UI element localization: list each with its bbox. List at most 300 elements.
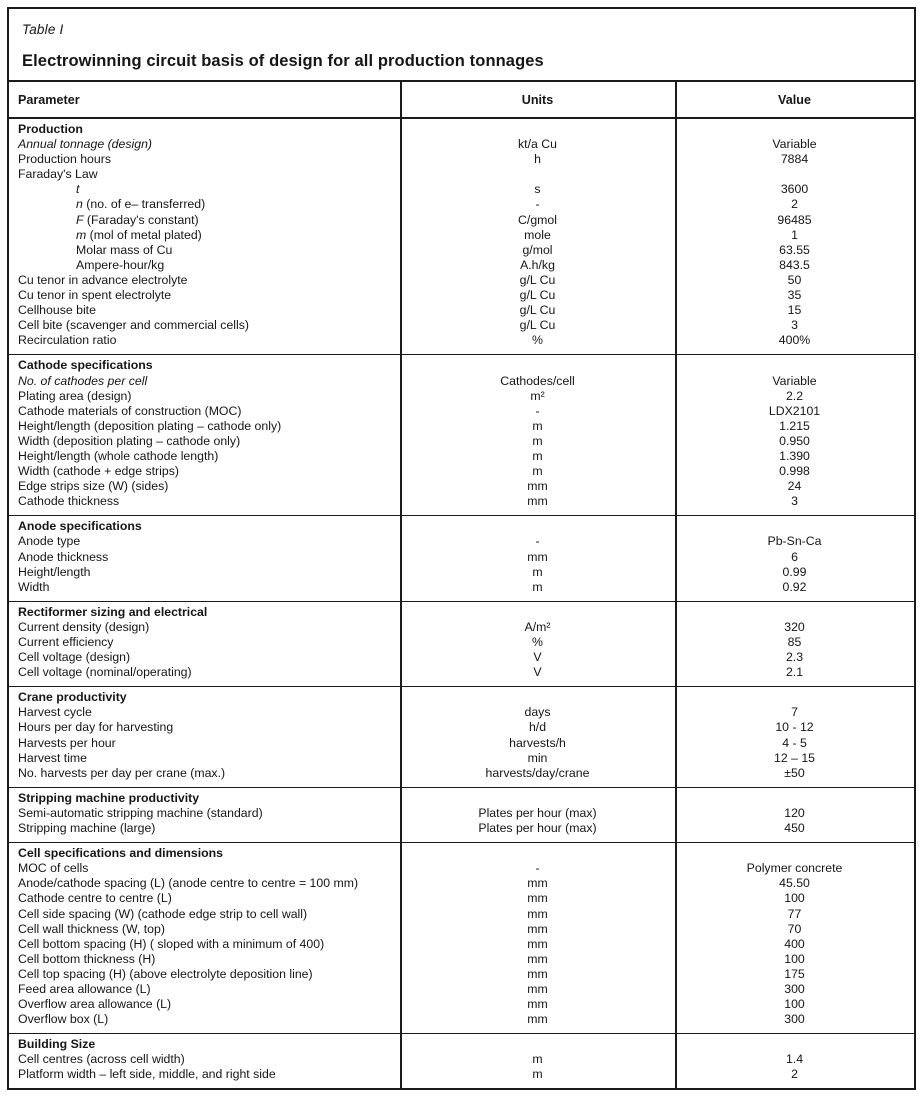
table-row — [9, 952, 914, 967]
param-text: Semi-automatic stripping machine (standard) — [18, 805, 263, 820]
table-row — [9, 550, 914, 565]
value-cell: 120 — [784, 805, 805, 820]
param-text: Edge strips size (W) (sides) — [18, 479, 169, 494]
units-cell: V — [533, 650, 542, 665]
section-header-value-cell — [675, 846, 914, 861]
units-cell: - — [535, 403, 540, 418]
param-cell — [9, 273, 400, 288]
param-cell — [9, 243, 400, 258]
value-cell: 7884 — [780, 152, 809, 167]
value-cell: 100 — [784, 997, 805, 1012]
value-cell: 3600 — [780, 182, 809, 197]
section-header-row — [9, 122, 914, 137]
table-row — [9, 243, 914, 258]
section-header-row — [9, 1037, 914, 1052]
value-cell: 6 — [791, 549, 798, 564]
table-row — [9, 705, 914, 720]
param-cell — [9, 494, 400, 509]
param-text: Plating area (design) — [18, 388, 132, 403]
units-cell: m² — [530, 388, 545, 403]
units-cell: A.h/kg — [520, 257, 555, 272]
table-row — [9, 922, 914, 937]
table-section — [9, 602, 914, 687]
param-cell — [9, 736, 400, 751]
param-cell — [9, 635, 400, 650]
param-cell — [9, 907, 400, 922]
units-cell: % — [532, 333, 543, 348]
section-header-row — [9, 791, 914, 806]
section-header-cell — [9, 690, 400, 705]
section-header: Crane productivity — [18, 690, 127, 705]
units-cell: mm — [527, 921, 548, 936]
value-cell: Variable — [772, 373, 817, 388]
units-cell: m — [532, 564, 543, 579]
param-variable: F — [76, 212, 84, 227]
value-cell: 77 — [787, 906, 802, 921]
value-cell: 0.99 — [782, 564, 807, 579]
value-cell: 2 — [791, 197, 798, 212]
units-cell: m — [532, 464, 543, 479]
value-cell: 12 – 15 — [773, 750, 816, 765]
param-cell — [9, 479, 400, 494]
table-frame — [7, 7, 916, 1090]
value-cell: 3 — [791, 318, 798, 333]
param-cell — [9, 228, 400, 243]
section-header-units-cell — [400, 1037, 675, 1052]
units-cell: A/m² — [524, 619, 551, 634]
param-cell — [9, 213, 400, 228]
column-divider-2 — [675, 82, 677, 1088]
units-cell: mm — [527, 549, 548, 564]
section-header-row — [9, 519, 914, 534]
section-header-units-cell — [400, 690, 675, 705]
value-cell: 2.2 — [785, 388, 804, 403]
param-cell — [9, 182, 400, 197]
param-cell — [9, 891, 400, 906]
param-text: No. of cathodes per cell — [18, 373, 148, 388]
value-cell: 96485 — [777, 212, 812, 227]
section-header: Anode specifications — [18, 519, 142, 534]
units-cell: mm — [527, 876, 548, 891]
section-header-units-cell — [400, 358, 675, 373]
param-cell — [9, 550, 400, 565]
table-row — [9, 152, 914, 167]
section-header: Cell specifications and dimensions — [18, 846, 224, 861]
param-cell — [9, 464, 400, 479]
value-cell: 4 - 5 — [782, 735, 807, 750]
param-text: Current efficiency — [18, 635, 114, 649]
param-text: (mol of metal plated) — [86, 227, 202, 242]
section-header-units-cell — [400, 791, 675, 806]
table-row — [9, 303, 914, 318]
value-cell: LDX2101 — [768, 403, 821, 418]
param-text: Cell bite (scavenger and commercial cells) — [18, 318, 249, 333]
param-text: Harvests per hour — [18, 735, 116, 750]
param-text: Stripping machine (large) — [18, 821, 156, 836]
table-row — [9, 273, 914, 288]
section-header-value-cell — [675, 358, 914, 373]
units-cell: - — [535, 197, 540, 212]
units-cell: g/mol — [522, 242, 553, 257]
section-header-value-cell — [675, 791, 914, 806]
param-text: Height/length (deposition plating – cathode only) — [18, 418, 282, 433]
param-text: Cathode thickness — [18, 494, 120, 509]
param-text: Cu tenor in spent electrolyte — [18, 288, 172, 303]
table-row — [9, 720, 914, 735]
section-header: Building Size — [18, 1037, 96, 1052]
param-text: Width (cathode + edge strips) — [18, 464, 179, 479]
param-text: Platform width – left side, middle, and right side — [18, 1067, 276, 1082]
table-row — [9, 1067, 914, 1082]
param-text: Cell centres (across cell width) — [18, 1052, 185, 1067]
table-row — [9, 213, 914, 228]
table-caption — [9, 9, 914, 82]
value-cell: 24 — [787, 479, 802, 494]
table-row — [9, 937, 914, 952]
value-cell: 0.950 — [779, 433, 810, 448]
value-cell: 400% — [778, 333, 811, 348]
param-cell — [9, 1012, 400, 1027]
value-cell: 15 — [787, 303, 802, 318]
param-text: Cu tenor in advance electrolyte — [18, 272, 188, 287]
param-cell — [9, 1067, 400, 1082]
units-cell: mm — [527, 981, 548, 996]
units-cell: mm — [527, 966, 548, 981]
units-cell: s — [534, 182, 541, 197]
param-cell — [9, 434, 400, 449]
value-cell: 1.4 — [785, 1052, 804, 1067]
units-cell: g/L Cu — [519, 288, 556, 303]
column-divider-1 — [400, 82, 402, 1088]
table-row — [9, 861, 914, 876]
section-header-row — [9, 358, 914, 373]
units-cell: mm — [527, 494, 548, 509]
param-cell — [9, 982, 400, 997]
value-cell: 300 — [784, 1012, 805, 1027]
section-header-cell — [9, 846, 400, 861]
param-cell — [9, 333, 400, 348]
value-cell: Polymer concrete — [746, 861, 843, 876]
column-header-units: Units — [521, 92, 554, 107]
param-cell — [9, 922, 400, 937]
param-text: Harvest cycle — [18, 705, 92, 720]
units-cell: - — [535, 534, 540, 549]
param-cell — [9, 806, 400, 821]
section-header-value-cell — [675, 690, 914, 705]
section-header-row — [9, 690, 914, 705]
units-cell: Plates per hour (max) — [478, 805, 597, 820]
table-row — [9, 620, 914, 635]
value-cell: 2.1 — [785, 665, 804, 680]
table-row — [9, 907, 914, 922]
param-text: Feed area allowance (L) — [18, 981, 151, 996]
param-cell — [9, 720, 400, 735]
column-header-row — [9, 82, 914, 119]
param-text: Anode type — [18, 534, 81, 549]
param-text: Overflow box (L) — [18, 1012, 109, 1027]
table-row — [9, 228, 914, 243]
table-row — [9, 806, 914, 821]
section-header-row — [9, 605, 914, 620]
param-cell — [9, 861, 400, 876]
table-title: Electrowinning circuit basis of design for all production tonnages — [22, 52, 544, 70]
value-cell: ±50 — [784, 765, 805, 780]
table-row — [9, 982, 914, 997]
table-row — [9, 766, 914, 781]
section-header-cell — [9, 519, 400, 534]
units-cell: m — [532, 448, 543, 463]
units-cell: mm — [527, 479, 548, 494]
section-header-units-cell — [400, 846, 675, 861]
value-cell: 85 — [787, 635, 802, 649]
param-cell — [9, 565, 400, 580]
table-row — [9, 288, 914, 303]
param-cell — [9, 137, 400, 152]
table-row — [9, 464, 914, 479]
value-cell: 10 - 12 — [775, 720, 814, 735]
param-text: Height/length (whole cathode length) — [18, 448, 219, 463]
value-cell: 2 — [791, 1067, 798, 1082]
table-section — [9, 687, 914, 788]
table-section — [9, 1034, 914, 1088]
value-cell: 100 — [784, 951, 805, 966]
param-cell — [9, 1052, 400, 1067]
table-row — [9, 182, 914, 197]
units-cell: kt/a Cu — [518, 137, 557, 152]
section-header-value-cell — [675, 605, 914, 620]
units-cell: m — [532, 433, 543, 448]
units-cell: m — [532, 418, 543, 433]
table-section — [9, 355, 914, 516]
param-cell — [9, 288, 400, 303]
section-header-value-cell — [675, 122, 914, 137]
value-cell: Variable — [772, 137, 817, 152]
param-text: Width (deposition plating – cathode only) — [18, 433, 241, 448]
value-cell: 50 — [787, 272, 802, 287]
units-cell: mm — [527, 906, 548, 921]
units-cell: % — [532, 635, 543, 649]
value-cell: 0.998 — [779, 464, 810, 479]
value-cell: 175 — [784, 966, 805, 981]
table-row — [9, 494, 914, 509]
param-text: Production hours — [18, 152, 111, 167]
units-cell: h — [534, 152, 541, 167]
units-cell: min — [527, 750, 548, 765]
param-cell — [9, 167, 400, 182]
value-cell: 63.55 — [779, 242, 810, 257]
param-variable: m — [76, 227, 87, 242]
param-cell — [9, 876, 400, 891]
table-row — [9, 997, 914, 1012]
section-header-cell — [9, 358, 400, 373]
table-row — [9, 434, 914, 449]
value-cell: 45.50 — [779, 876, 810, 891]
section-header-row — [9, 846, 914, 861]
param-cell — [9, 197, 400, 212]
param-text: Recirculation ratio — [18, 333, 117, 348]
value-cell: 1.390 — [779, 448, 810, 463]
param-cell — [9, 534, 400, 549]
units-cell: C/gmol — [518, 212, 557, 227]
param-cell — [9, 389, 400, 404]
param-cell — [9, 937, 400, 952]
param-cell — [9, 705, 400, 720]
section-header-value-cell — [675, 1037, 914, 1052]
param-text: MOC of cells — [18, 861, 89, 876]
units-cell: g/L Cu — [519, 303, 556, 318]
param-cell — [9, 303, 400, 318]
section-header: Stripping machine productivity — [18, 790, 200, 805]
table-row — [9, 137, 914, 152]
param-cell — [9, 258, 400, 273]
units-cell: V — [533, 665, 542, 680]
units-cell: m — [532, 1052, 543, 1067]
section-header-units-cell — [400, 605, 675, 620]
param-cell — [9, 580, 400, 595]
value-cell: 450 — [784, 821, 805, 836]
param-text: Current density (design) — [18, 619, 150, 634]
units-cell: mm — [527, 891, 548, 906]
param-cell — [9, 449, 400, 464]
units-cell: Plates per hour (max) — [478, 821, 597, 836]
table-section — [9, 516, 914, 601]
param-text: Hours per day for harvesting — [18, 720, 174, 735]
param-cell — [9, 650, 400, 665]
param-text: Annual tonnage (design) — [18, 137, 152, 152]
param-text: Anode thickness — [18, 549, 109, 564]
param-text: Overflow area allowance (L) — [18, 997, 172, 1012]
value-cell: 320 — [784, 619, 805, 634]
param-cell — [9, 952, 400, 967]
column-header-value: Value — [778, 92, 811, 107]
param-cell — [9, 318, 400, 333]
param-text: Ampere-hour/kg — [76, 257, 165, 272]
param-text: Cell top spacing (H) (above electrolyte deposition line) — [18, 966, 313, 981]
param-text: Cathode centre to centre (L) — [18, 891, 172, 906]
param-text: (Faraday's constant) — [83, 212, 199, 227]
table-row — [9, 1052, 914, 1067]
section-header-cell — [9, 791, 400, 806]
value-cell — [675, 167, 914, 182]
param-text: Cell bottom thickness (H) — [18, 951, 156, 966]
value-cell: 100 — [784, 891, 805, 906]
value-cell: 843.5 — [779, 257, 810, 272]
table-row — [9, 258, 914, 273]
table-row — [9, 665, 914, 680]
param-text: Cell side spacing (W) (cathode edge strip to cell wall) — [18, 906, 308, 921]
table-row — [9, 479, 914, 494]
param-cell — [9, 152, 400, 167]
table-row — [9, 967, 914, 982]
table-row — [9, 404, 914, 419]
param-text: Cellhouse bite — [18, 303, 96, 318]
value-cell: 3 — [791, 494, 798, 509]
table-row — [9, 374, 914, 389]
section-header: Rectiformer sizing and electrical — [18, 604, 208, 619]
units-cell: mm — [527, 936, 548, 951]
param-text: Cathode materials of construction (MOC) — [18, 403, 242, 418]
units-cell: days — [524, 705, 551, 720]
table-row — [9, 736, 914, 751]
param-text: Harvest time — [18, 750, 88, 765]
param-variable: t — [76, 182, 80, 197]
value-cell: 2.3 — [785, 650, 804, 665]
value-cell: 70 — [787, 921, 802, 936]
units-cell: mm — [527, 1012, 548, 1027]
table-row — [9, 419, 914, 434]
units-cell: h/d — [528, 720, 547, 735]
table-row — [9, 197, 914, 212]
param-text: Faraday's Law — [18, 167, 98, 182]
param-cell — [9, 665, 400, 680]
units-cell — [400, 167, 675, 182]
param-text: Cell voltage (design) — [18, 650, 131, 665]
table-section — [9, 788, 914, 843]
table-row — [9, 534, 914, 549]
table-section — [9, 119, 914, 355]
table-row — [9, 318, 914, 333]
section-header-cell — [9, 605, 400, 620]
units-cell: g/L Cu — [519, 272, 556, 287]
units-cell: harvests/h — [509, 735, 566, 750]
param-cell — [9, 404, 400, 419]
units-cell: Cathodes/cell — [500, 373, 575, 388]
param-text: Height/length — [18, 564, 91, 579]
table-row — [9, 1012, 914, 1027]
section-header: Cathode specifications — [18, 358, 153, 373]
value-cell: 400 — [784, 936, 805, 951]
param-cell — [9, 620, 400, 635]
table-row — [9, 751, 914, 766]
value-cell: 1 — [791, 227, 798, 242]
param-cell — [9, 766, 400, 781]
table-row — [9, 333, 914, 348]
table-row — [9, 876, 914, 891]
table-row — [9, 565, 914, 580]
table-grid — [9, 82, 914, 1088]
section-header-value-cell — [675, 519, 914, 534]
param-cell — [9, 374, 400, 389]
section-header-cell — [9, 122, 400, 137]
value-cell: 0.92 — [782, 579, 807, 594]
param-text: Cell bottom spacing (H) ( sloped with a minimum of 400) — [18, 936, 325, 951]
table-section — [9, 843, 914, 1034]
table-row — [9, 167, 914, 182]
param-cell — [9, 967, 400, 982]
table-row — [9, 650, 914, 665]
param-text: Cell wall thickness (W, top) — [18, 921, 165, 936]
table-row — [9, 635, 914, 650]
units-cell: g/L Cu — [519, 318, 556, 333]
value-cell: 1.215 — [779, 418, 810, 433]
table-body — [9, 119, 914, 1088]
param-text: Anode/cathode spacing (L) (anode centre to centre = 100 mm) — [18, 876, 359, 891]
section-header-cell — [9, 1037, 400, 1052]
param-text: Molar mass of Cu — [76, 242, 173, 257]
value-cell: 35 — [787, 288, 802, 303]
table-row — [9, 891, 914, 906]
table-row — [9, 821, 914, 836]
units-cell: mole — [524, 227, 551, 242]
table-row — [9, 389, 914, 404]
param-cell — [9, 419, 400, 434]
section-header-units-cell — [400, 122, 675, 137]
param-cell — [9, 997, 400, 1012]
param-cell — [9, 821, 400, 836]
column-header-parameter: Parameter — [18, 92, 80, 107]
value-cell: 7 — [791, 705, 798, 720]
table-row — [9, 449, 914, 464]
